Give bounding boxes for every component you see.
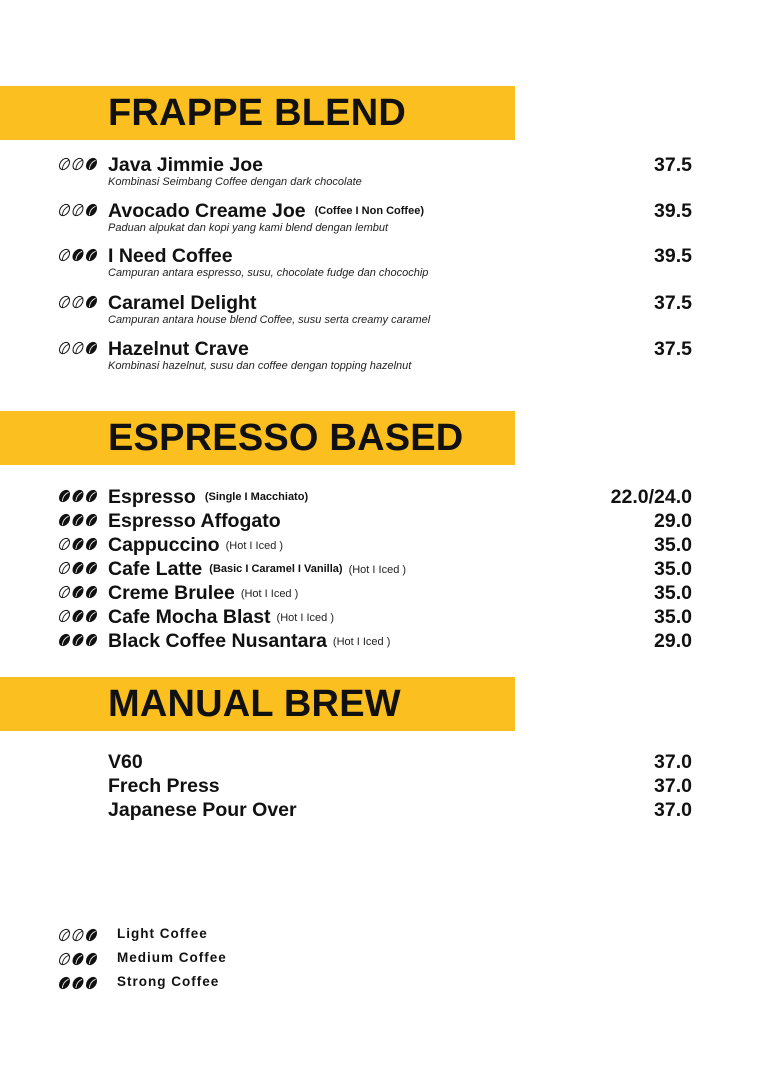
item-price: 37.0 [654, 799, 692, 821]
item-description: Kombinasi hazelnut, susu dan coffee dengan topping hazelnut [108, 360, 412, 372]
legend-item [0, 950, 400, 968]
frappe-section-banner [0, 86, 515, 140]
legend-label: Medium Coffee [117, 950, 227, 965]
coffee-bean-icon [58, 295, 98, 309]
coffee-bean-icon [58, 561, 98, 575]
item-name: Avocado Creame Joe (Coffee I Non Coffee) [108, 200, 424, 222]
coffee-bean-icon [58, 976, 98, 990]
coffee-bean-icon [58, 952, 98, 966]
item-price: 29.0 [654, 630, 692, 652]
coffee-bean-icon [58, 928, 98, 942]
item-price: 35.0 [654, 558, 692, 580]
menu-item [0, 606, 768, 628]
item-name: Japanese Pour Over [108, 799, 297, 821]
item-price: 37.5 [654, 338, 692, 360]
item-description: Campuran antara espresso, susu, chocolate fudge dan chocochip [108, 267, 429, 279]
menu-item [0, 630, 768, 652]
item-options: (Single I Macchiato) [204, 491, 309, 503]
coffee-bean-icon [58, 513, 98, 527]
item-description: Campuran antara house blend Coffee, susu serta creamy caramel [108, 314, 431, 326]
item-name: Cafe Latte (Basic I Caramel I Vanilla) (Hot I Iced ) [108, 558, 407, 580]
item-description: Kombinasi Seimbang Coffee dengan dark chocolate [108, 176, 362, 188]
coffee-bean-icon [58, 203, 98, 217]
coffee-bean-icon [58, 489, 98, 503]
espresso-section-banner [0, 411, 515, 465]
item-name: Espresso (Single I Macchiato) [108, 486, 309, 508]
menu-item [0, 775, 768, 797]
menu-item [0, 245, 768, 281]
item-options: (Basic I Caramel I Vanilla) [209, 563, 343, 575]
menu-item [0, 510, 768, 532]
item-name: Hazelnut Crave [108, 338, 249, 360]
menu-item [0, 292, 768, 328]
menu-item [0, 799, 768, 821]
menu-item [0, 154, 768, 190]
legend-item [0, 926, 400, 944]
manual-section-banner [0, 677, 515, 731]
item-options: (Coffee I Non Coffee) [314, 205, 424, 217]
menu-item [0, 486, 768, 508]
item-price: 35.0 [654, 606, 692, 628]
item-price: 22.0/24.0 [610, 486, 692, 508]
item-name: I Need Coffee [108, 245, 233, 267]
item-price: 37.0 [654, 775, 692, 797]
legend-item [0, 974, 400, 992]
item-price: 39.5 [654, 245, 692, 267]
item-name: Black Coffee Nusantara (Hot I Iced ) [108, 630, 391, 652]
coffee-bean-icon [58, 341, 98, 355]
item-name: Frech Press [108, 775, 220, 797]
item-price: 29.0 [654, 510, 692, 532]
item-name: Cafe Mocha Blast (Hot I Iced ) [108, 606, 335, 628]
item-name: Cappuccino (Hot I Iced ) [108, 534, 284, 556]
item-serve-options: (Hot I Iced ) [332, 636, 391, 648]
manual-section-title: MANUAL BREW [108, 683, 401, 725]
item-name: V60 [108, 751, 143, 773]
menu-item [0, 751, 768, 773]
legend-label: Light Coffee [117, 926, 208, 941]
menu-item [0, 534, 768, 556]
menu-item [0, 558, 768, 580]
item-price: 35.0 [654, 582, 692, 604]
espresso-section-title: ESPRESSO BASED [108, 417, 464, 459]
coffee-bean-icon [58, 537, 98, 551]
menu-item [0, 582, 768, 604]
coffee-bean-icon [58, 585, 98, 599]
item-serve-options: (Hot I Iced ) [348, 564, 407, 576]
item-price: 37.5 [654, 292, 692, 314]
item-serve-options: (Hot I Iced ) [225, 540, 284, 552]
item-description: Paduan alpukat dan kopi yang kami blend dengan lembut [108, 222, 389, 234]
item-serve-options: (Hot I Iced ) [276, 612, 335, 624]
menu-item [0, 338, 768, 374]
coffee-bean-icon [58, 633, 98, 647]
legend-label: Strong Coffee [117, 974, 220, 989]
item-price: 37.5 [654, 154, 692, 176]
item-name: Creme Brulee (Hot I Iced ) [108, 582, 299, 604]
coffee-bean-icon [58, 609, 98, 623]
item-price: 39.5 [654, 200, 692, 222]
item-price: 37.0 [654, 751, 692, 773]
item-price: 35.0 [654, 534, 692, 556]
menu-item [0, 200, 768, 236]
frappe-section-title: FRAPPE BLEND [108, 92, 406, 134]
coffee-bean-icon [58, 157, 98, 171]
item-name: Espresso Affogato [108, 510, 281, 532]
item-name: Caramel Delight [108, 292, 257, 314]
item-serve-options: (Hot I Iced ) [240, 588, 299, 600]
item-name: Java Jimmie Joe [108, 154, 264, 176]
coffee-bean-icon [58, 248, 98, 262]
